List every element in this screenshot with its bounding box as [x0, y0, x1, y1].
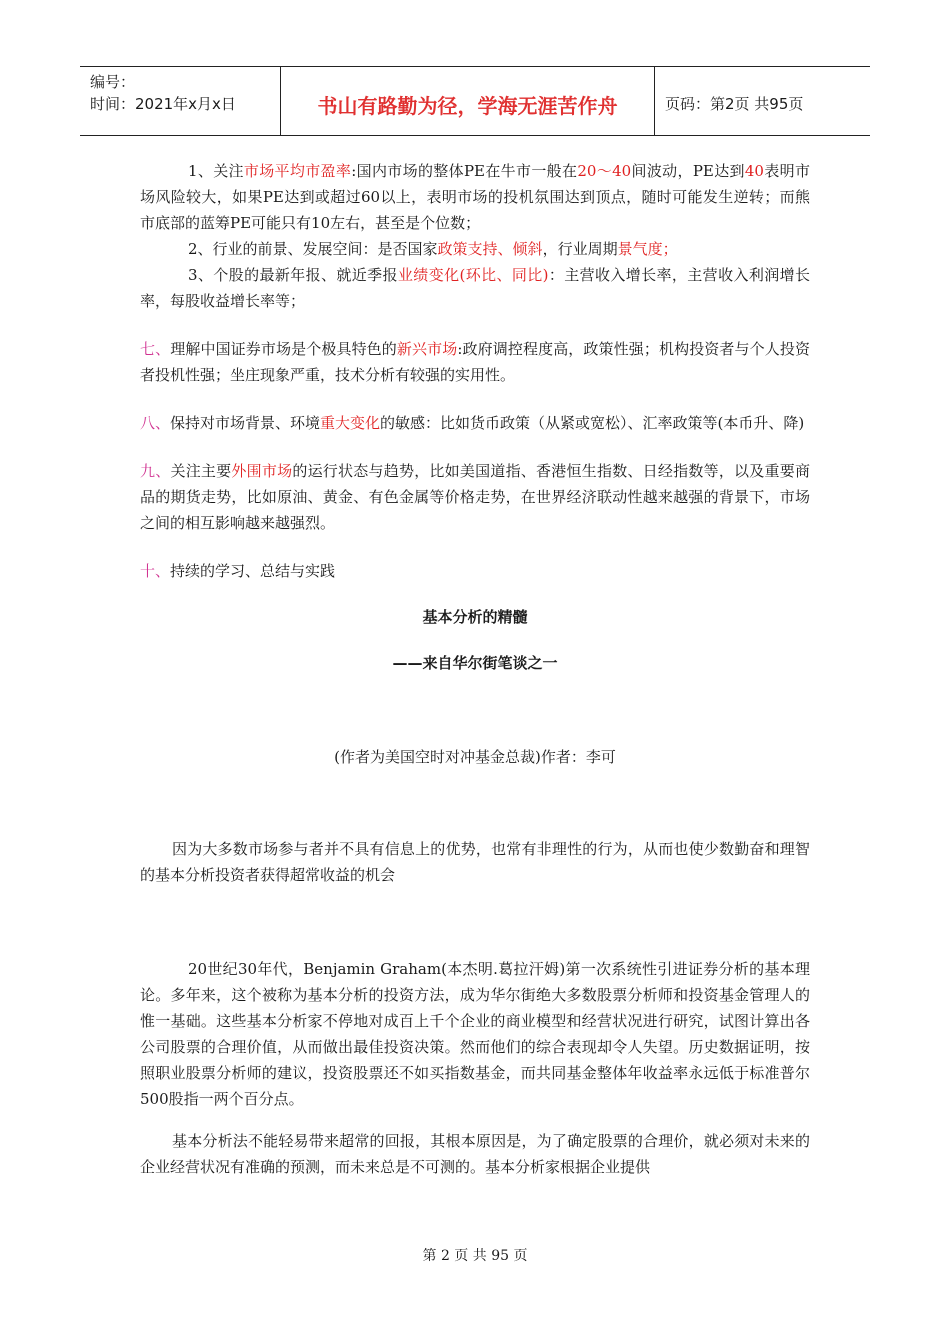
section-10: 十、持续的学习、总结与实践 [140, 562, 336, 580]
section-7: 七、理解中国证券市场是个极具特色的新兴市场:政府调控程度高，政策性强；机构投资者与个人投资者投机性强；坐庄现象严重，技术分析有较强的实用性。 [140, 340, 810, 384]
header-motto: 书山有路勤为径，学海无涯苦作舟 [281, 67, 655, 135]
article-paragraph-1: 因为大多数市场参与者并不具有信息上的优势，也常有非理性的行为，从而也使少数勤奋和理智的基本分析投资者获得超常收益的机会 [140, 840, 810, 884]
time-label: 时间：2021年x月x日 [90, 95, 236, 113]
article-title: 基本分析的精髓 [422, 608, 528, 626]
article-paragraph-2: 20世纪30年代，Benjamin Graham(本杰明.葛拉汗姆)第一次系统性引进证券分析的基本理论。多年来，这个被称为基本分析的投资方法，成为华尔街绝大多数股票分析师和投资基金管理人的惟一基础。这些基本分析家不停地对成百上千个企业的商业模型和经营状况进行研究，试图计算出各公司股票的合理价值，从而做出最佳投资决策。然而他们的综合表现却令人失望。历史数据证明，按照职业股票分析师的建议，投资股票还不如买指数基金，而共同基金整体年收益率永远低于标准普尔500股指一两个百分点。 [140, 960, 810, 1108]
section-8: 八、保持对市场背景、环境重大变化的敏感：比如货币政策（从紧或宽松）、汇率政策等(本币升、降) [140, 414, 805, 432]
list-item-3: 3、个股的最新年报、就近季报业绩变化(环比、同比)：主营收入增长率，主营收入利润增长率，每股收益增长率等； [140, 266, 810, 310]
number-label: 编号： [90, 73, 136, 91]
article-subtitle: ——来自华尔街笔谈之一 [392, 654, 558, 672]
author-line: (作者为美国空时对冲基金总裁)作者：李可 [334, 748, 616, 766]
header-meta [80, 67, 281, 135]
section-9: 九、关注主要外围市场的运行状态与趋势，比如美国道指、香港恒生指数、日经指数等，以及重要商品的期货走势，比如原油、黄金、有色金属等价格走势，在世界经济联动性越来越强的背景下，市场之间的相互影响越来越强烈。 [140, 462, 810, 532]
header-page-info: 页码：第2页 共95页 [665, 94, 804, 113]
list-item-2: 2、行业的前景、发展空间：是否国家政策支持、倾斜，行业周期景气度； [188, 240, 678, 258]
page-footer: 第 2 页 共 95 页 [422, 1248, 528, 1264]
page-header [80, 66, 870, 136]
article-paragraph-3: 基本分析法不能轻易带来超常的回报，其根本原因是，为了确定股票的合理价，就必须对未来的企业经营状况有准确的预测，而未来总是不可测的。基本分析家根据企业提供 [140, 1132, 810, 1176]
document-body [140, 158, 810, 1180]
list-item-1: 1、关注市场平均市盈率:国内市场的整体PE在牛市一般在20～40间波动，PE达到40表明市场风险较大，如果PE达到或超过60以上，表明市场的投机氛围达到顶点，随时可能发生逆转；而熊市底部的蓝筹PE可能只有10左右，甚至是个位数； [140, 162, 810, 232]
